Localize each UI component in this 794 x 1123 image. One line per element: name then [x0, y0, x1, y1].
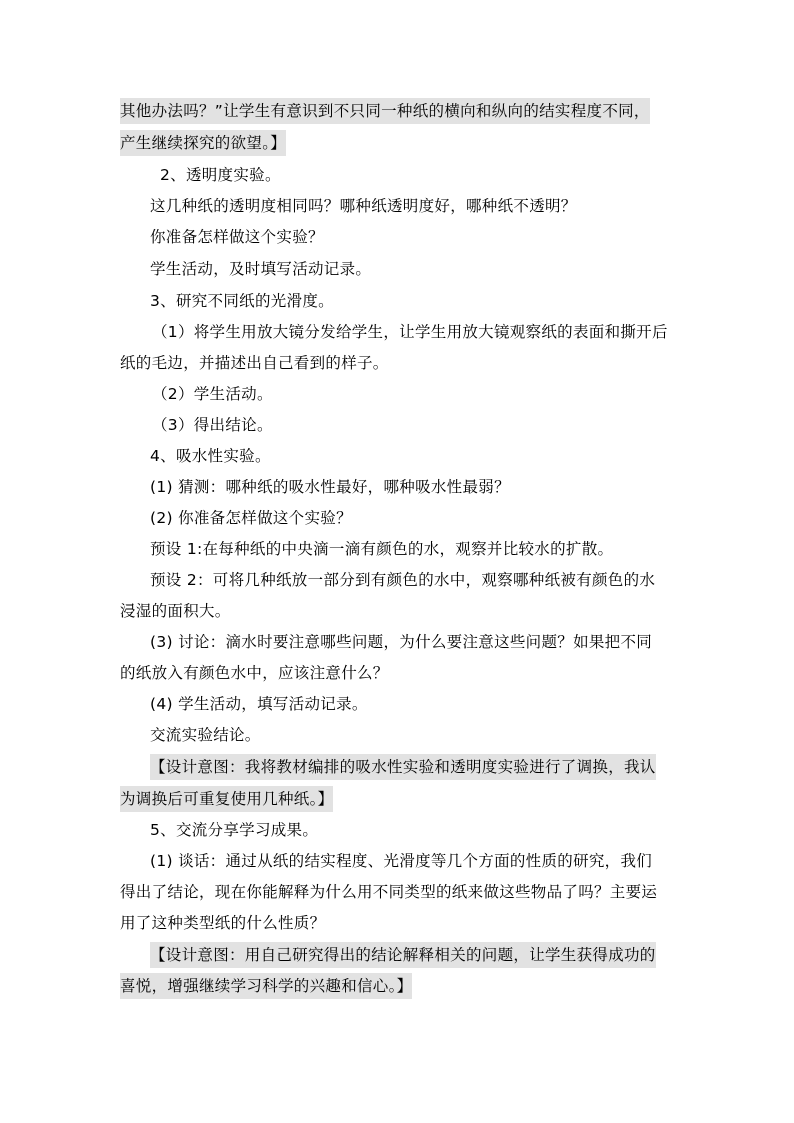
text-line: 预设 2：可将几种纸放一部分到有颜色的水中，观察哪种纸被有颜色的水 — [150, 571, 656, 589]
text-line: 这几种纸的透明度相同吗？哪种纸透明度好，哪种纸不透明？ — [150, 197, 577, 215]
text-line: 交流实验结论。 — [150, 726, 261, 744]
text-line: (1) 猜测：哪种纸的吸水性最好，哪种吸水性最弱？ — [150, 478, 510, 496]
text-line: 其他办法吗？”让学生有意识到不只同一种纸的横向和纵向的结实程度不同， — [120, 98, 650, 124]
design-intent-note: 【设计意图：我将教材编排的吸水性实验和透明度实验进行了调换，我认 — [150, 754, 656, 780]
text-line: 用了这种类型纸的什么性质？ — [120, 914, 326, 932]
text-line: (4) 学生活动，填写活动记录。 — [150, 695, 368, 713]
text-line: 产生继续探究的欲望。】 — [120, 130, 286, 156]
text-line: 学生活动，及时填写活动记录。 — [150, 260, 372, 278]
section-heading: 3、研究不同纸的光滑度。 — [150, 292, 334, 310]
text-line: (3) 讨论：滴水时要注意哪些问题，为什么要注意这些问题？如果把不同 — [150, 633, 653, 651]
text-line: 预设 1:在每种纸的中央滴一滴有颜色的水，观察并比较水的扩散。 — [150, 540, 614, 558]
text-line: 你准备怎样做这个实验？ — [150, 228, 324, 246]
text-line: 纸的毛边，并描述出自己看到的样子。 — [120, 354, 389, 372]
design-intent-note: 【设计意图：用自己研究得出的结论解释相关的问题，让学生获得成功的 — [150, 942, 656, 968]
section-heading: 4、吸水性实验。 — [150, 447, 271, 465]
section-heading: 5、交流分享学习成果。 — [150, 821, 319, 839]
text-line: （2）学生活动。 — [152, 385, 273, 403]
text-line: (1) 谈话：通过从纸的结实程度、光滑度等几个方面的性质的研究，我们 — [150, 852, 653, 870]
text-line: （1）将学生用放大镜分发给学生，让学生用放大镜观察纸的表面和撕开后 — [152, 323, 668, 341]
design-intent-note: 喜悦，增强继续学习科学的兴趣和信心。】 — [120, 973, 412, 999]
text-line: 得出了结论，现在你能解释为什么用不同类型的纸来做这些物品了吗？主要运 — [120, 883, 658, 901]
text-line: 的纸放入有颜色水中，应该注意什么？ — [120, 664, 389, 682]
text-line: （3）得出结论。 — [152, 416, 273, 434]
text-line: 浸湿的面积大。 — [120, 602, 231, 620]
section-heading: 2、透明度实验。 — [160, 166, 281, 184]
text-line: (2) 你准备怎样做这个实验？ — [150, 509, 352, 527]
design-intent-note: 为调换后可重复使用几种纸。】 — [120, 786, 333, 812]
